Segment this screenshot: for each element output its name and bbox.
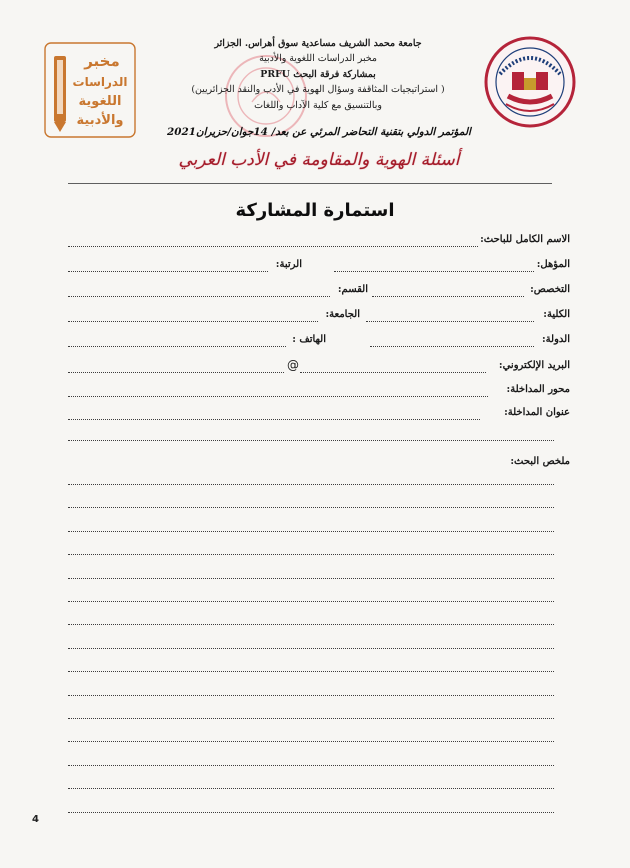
abstract-line[interactable] bbox=[68, 648, 554, 649]
full-name-field[interactable] bbox=[68, 246, 478, 247]
lab-logo-line3: اللغوية bbox=[78, 94, 122, 109]
abstract-line[interactable] bbox=[68, 601, 554, 602]
axis-label: محور المداخلة: bbox=[506, 384, 570, 395]
abstract-line[interactable] bbox=[68, 718, 554, 719]
header-lab: مخبر الدراسات اللغوية والأدبية bbox=[259, 53, 377, 65]
page-number: 4 bbox=[32, 814, 39, 825]
phone-field[interactable] bbox=[68, 346, 286, 347]
country-label: الدولة: bbox=[541, 334, 570, 345]
header-team: بمشاركة فرقة البحث PRFU bbox=[260, 68, 376, 80]
abstract-line[interactable] bbox=[68, 531, 554, 532]
abstract-line[interactable] bbox=[68, 812, 554, 813]
email-label: البريد الإلكتروني: bbox=[498, 360, 570, 371]
full-name-label: الاسم الكامل للباحث: bbox=[480, 234, 570, 245]
abstract-line[interactable] bbox=[68, 507, 554, 508]
header-project: ( استراتيجيات المثاقفة وسؤال الهوية في الأدب والنقد الجزائريين) bbox=[191, 84, 445, 96]
email-local-field[interactable] bbox=[300, 372, 486, 373]
abstract-line[interactable] bbox=[68, 554, 554, 555]
abstract-line[interactable] bbox=[68, 671, 554, 672]
university-field[interactable] bbox=[68, 321, 318, 322]
department-label: القسم: bbox=[337, 284, 368, 295]
department-field[interactable] bbox=[68, 296, 330, 297]
specialty-field[interactable] bbox=[372, 296, 524, 297]
paper-title-field-2[interactable] bbox=[68, 440, 554, 441]
header-coordination: وبالتنسيق مع كلية الآداب واللغات bbox=[254, 99, 382, 111]
abstract-line[interactable] bbox=[68, 484, 554, 485]
abstract-line[interactable] bbox=[68, 765, 554, 766]
faculty-label: الكلية: bbox=[543, 309, 570, 320]
paper-title-field[interactable] bbox=[68, 419, 480, 420]
email-domain-field[interactable] bbox=[68, 372, 284, 373]
lab-logo-line2: الدراسات bbox=[72, 75, 128, 89]
university-label: الجامعة: bbox=[325, 309, 360, 320]
conference-theme: أسئلة الهوية والمقاومة في الأدب العربي bbox=[178, 150, 460, 170]
form-title: استمارة المشاركة bbox=[235, 200, 395, 221]
header-university: جامعة محمد الشريف مساعدية سوق أهراس. الجزائر bbox=[214, 38, 422, 49]
abstract-label: ملخص البحث: bbox=[510, 456, 570, 467]
abstract-line[interactable] bbox=[68, 624, 554, 625]
paper-title-label: عنوان المداخلة: bbox=[504, 407, 570, 418]
abstract-line[interactable] bbox=[68, 695, 554, 696]
lab-logo-line1: مخبر bbox=[84, 52, 120, 70]
phone-label: الهاتف : bbox=[292, 334, 326, 345]
abstract-line[interactable] bbox=[68, 788, 554, 789]
conference-line: المؤتمر الدولي بتقنية التحاضر المرئي عن بعد/ 14جوان/حزيران2021 bbox=[167, 126, 471, 138]
axis-field[interactable] bbox=[68, 396, 488, 397]
email-at-sign: @ bbox=[287, 358, 299, 372]
country-field[interactable] bbox=[370, 346, 534, 347]
faculty-field[interactable] bbox=[366, 321, 534, 322]
lab-logo-line4: والأدبية bbox=[76, 113, 124, 128]
specialty-label: التخصص: bbox=[530, 284, 570, 295]
rank-field[interactable] bbox=[68, 271, 268, 272]
rank-label: الرتبة: bbox=[275, 259, 302, 270]
abstract-line[interactable] bbox=[68, 578, 554, 579]
abstract-line[interactable] bbox=[68, 741, 554, 742]
qualification-label: المؤهل: bbox=[536, 259, 570, 270]
qualification-field[interactable] bbox=[334, 271, 534, 272]
